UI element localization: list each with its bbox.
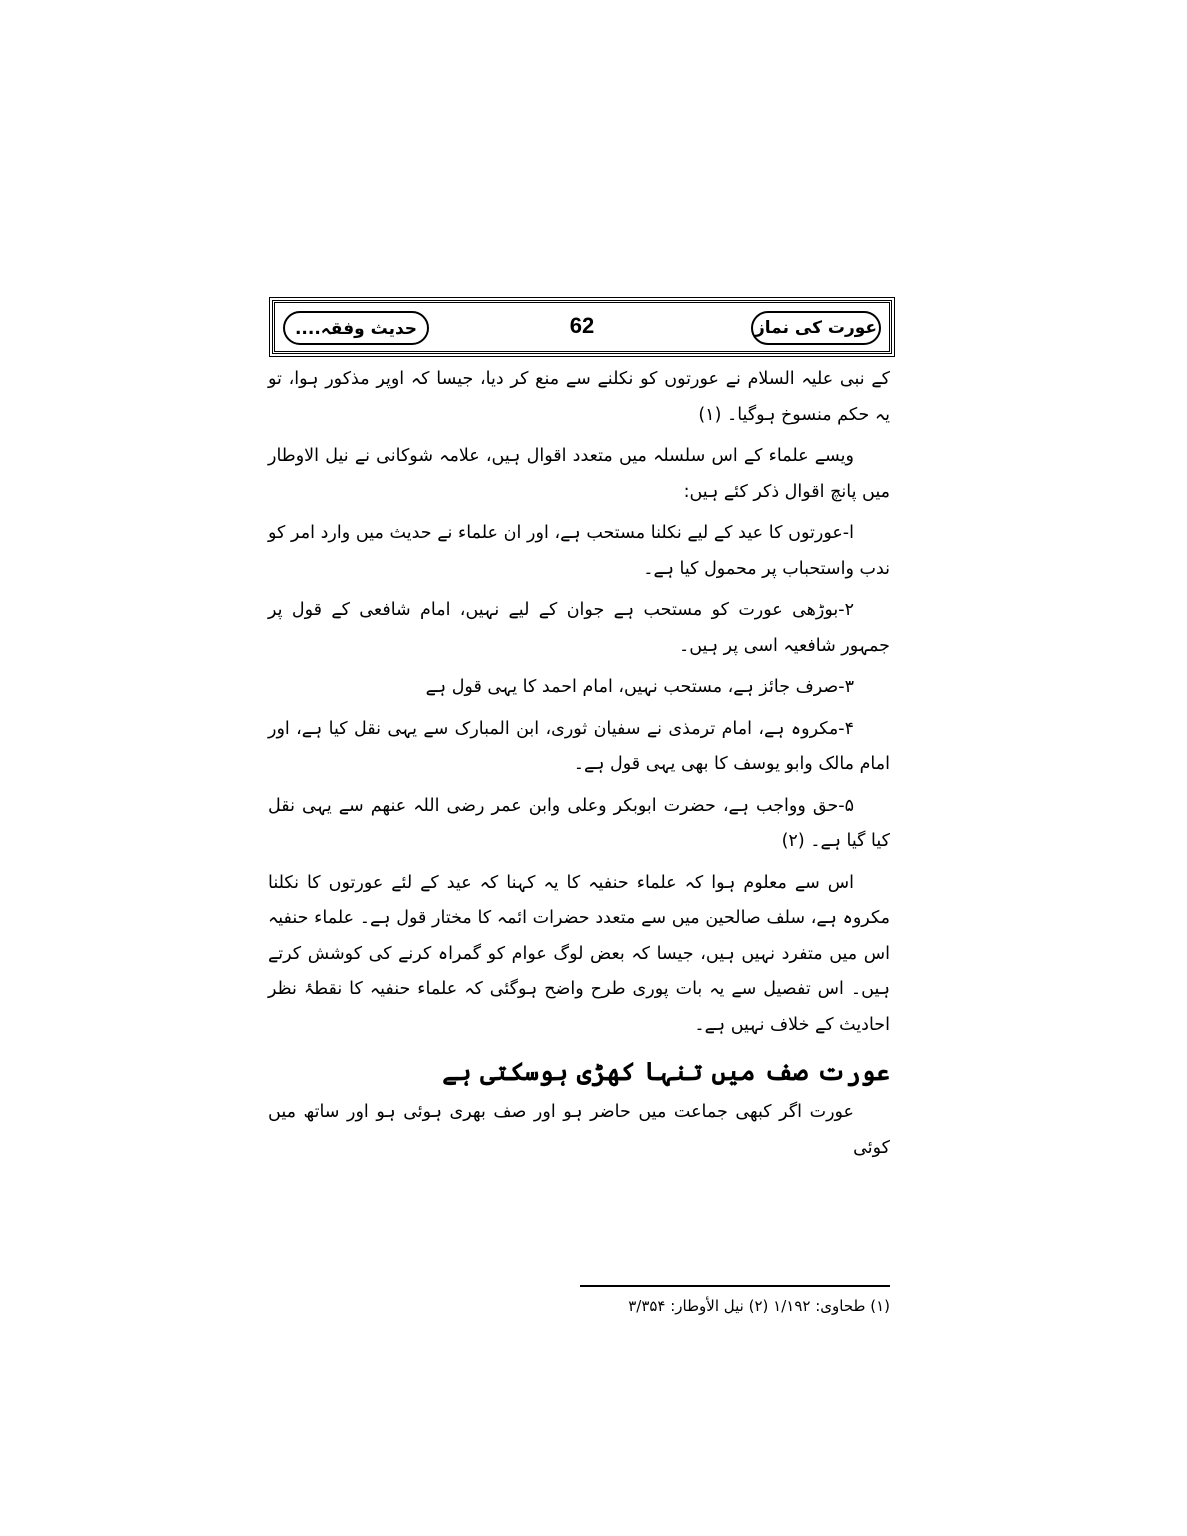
paragraph-2: ویسے علماء کے اس سلسلہ میں متعدد اقوال ہیں، علامہ شوکانی نے نیل الاوطار میں پانچ اقوال ذکر کئے ہیں: xyxy=(268,446,890,502)
footnote: (۱) طحاوی: ۱/۱۹۲ (۲) نیل الأوطار: ۳/۳۵۴ xyxy=(628,1297,890,1315)
list-item-4: ۴-مکروہ ہے، امام ترمذی نے سفیان ثوری، ابن المبارک سے یہی نقل کیا ہے، اور امام مالک وابو یوسف کا بھی یہی قول ہے۔ xyxy=(268,718,890,774)
body-text xyxy=(268,362,890,1172)
list-item-5: ۵-حق وواجب ہے، حضرت ابوبکر وعلی وابن عمر رضی اللہ عنھم سے یہی نقل کیا گیا ہے۔ (۲) xyxy=(268,795,890,851)
page-header xyxy=(272,300,892,354)
paragraph-1: کے نبی علیہ السلام نے عورتوں کو نکلنے سے منع کر دیا، جیسا کہ اوپر مذکور ہوا، تو یہ حکم منسوخ ہوگیا۔ (۱) xyxy=(268,369,890,425)
list-item-1: ا-عورتوں کا عید کے لیے نکلنا مستحب ہے، اور ان علماء نے حدیث میں وارد امر کو ندب واستحباب پر محمول کیا ہے۔ xyxy=(268,523,890,579)
page-number: 62 xyxy=(569,313,595,338)
paragraph-conclusion: اس سے معلوم ہوا کہ علماء حنفیہ کا یہ کہنا کہ عید کے لئے عورتوں کا نکلنا مکروہ ہے، سلف صالحین میں سے متعدد حضرات ائمہ کا مختار قول ہے۔ علماء حنفیہ اس میں متفرد نہیں ہیں، جیسا کہ بعض لوگ عوام کو گمراہ کرنے کی کوشش کرتے ہیں۔ اس تفصیل سے یہ بات پوری طرح واضح ہوگئی کہ علماء حنفیہ کا نقطۂ نظر احادیث کے خلاف نہیں ہے۔ xyxy=(268,872,890,1035)
footnote-divider xyxy=(580,1285,890,1287)
section-heading: عورت صف میں تنہا کھڑی ہوسکتی ہے xyxy=(442,1057,890,1086)
list-item-2: ۲-بوڑھی عورت کو مستحب ہے جوان کے لیے نہیں، امام شافعی کے قول پر جمہور شافعیہ اسی پر ہیں۔ xyxy=(268,600,890,656)
paragraph-last: عورت اگر کبھی جماعت میں حاضر ہو اور صف بھری ہوئی ہو اور ساتھ میں کوئی xyxy=(268,1102,890,1158)
list-item-3: ۳-صرف جائز ہے، مستحب نہیں، امام احمد کا یہی قول ہے xyxy=(425,677,854,697)
section-title-badge: حدیث وفقہ.... xyxy=(283,311,429,345)
book-title-badge: عورت کی نماز xyxy=(751,311,881,345)
